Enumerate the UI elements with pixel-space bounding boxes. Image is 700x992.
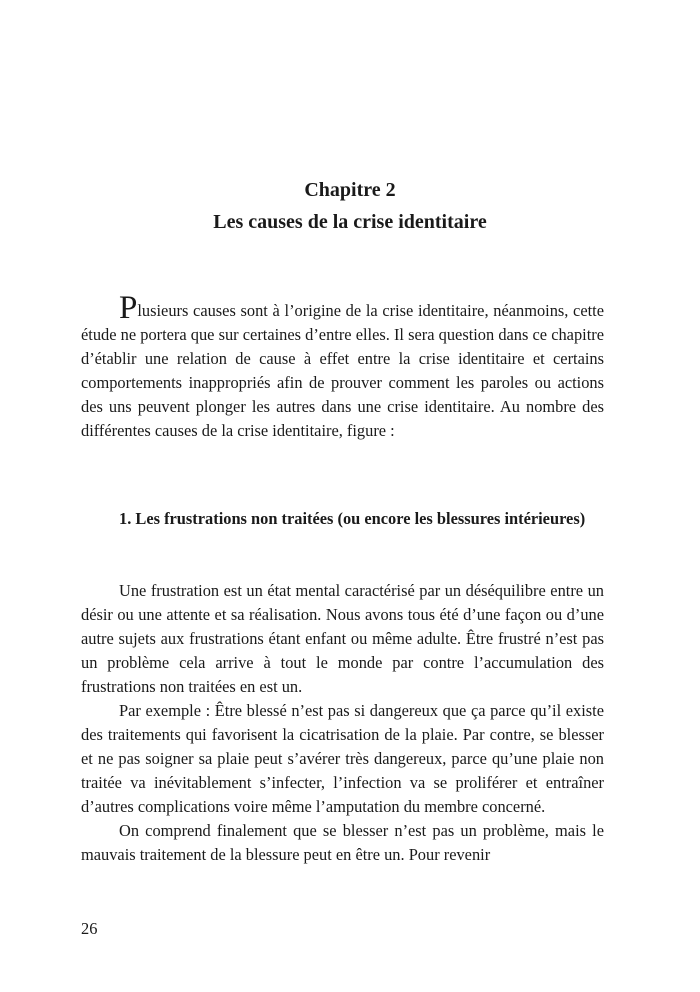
body-paragraph: Une frustration est un état mental caractérisé par un déséquilibre entre un désir ou une attente et sa réalisation. Nous avons tous été d’une façon ou d’une autre sujets aux frustrations étant enfant ou même adulte. Être frustré n’est pas un problème cela arrive à tout le monde par contre l’accumulation des frustrations non traitées en est un. <box>81 581 604 696</box>
intro-paragraph-block <box>81 290 604 443</box>
section-title: 1. Les frustrations non traitées (ou encore les blessures intérieures) <box>119 509 586 528</box>
intro-text: lusieurs causes sont à l’origine de la crise identitaire, néanmoins, cette étude ne portera que sur certaines d’entre elles. Il sera question dans ce chapitre d’établir une relation de cause à effet entre la crise identitaire et certains comportements inappropriés afin de prouver comment les paroles ou actions des uns peuvent plonger les autres dans une crise identitaire. Au nombre des différentes causes de la crise identitaire, figure : <box>81 301 604 440</box>
section-body <box>81 579 604 867</box>
body-paragraph: On comprend finalement que se blesser n’est pas un problème, mais le mauvais traitement de la blessure peut en être un. Pour revenir <box>81 821 604 864</box>
chapter-heading <box>0 174 700 238</box>
drop-cap: P <box>119 290 138 326</box>
intro-paragraph <box>81 290 604 443</box>
page-number: 26 <box>81 919 98 938</box>
chapter-title: Les causes de la crise identitaire <box>213 211 487 233</box>
chapter-number: Chapitre 2 <box>304 179 396 201</box>
section-title-block <box>81 507 604 531</box>
body-paragraph: Par exemple : Être blessé n’est pas si dangereux que ça parce qu’il existe des traitements qui favorisent la cicatrisation de la plaie. Par contre, se blesser et ne pas soigner sa plaie peut s’avérer très dangereux, parce qu’une plaie non traitée va inévitablement s’infecter, l’infection va se proliférer et entraîner d’autres complications voire même l’amputation du membre concerné. <box>81 701 604 816</box>
